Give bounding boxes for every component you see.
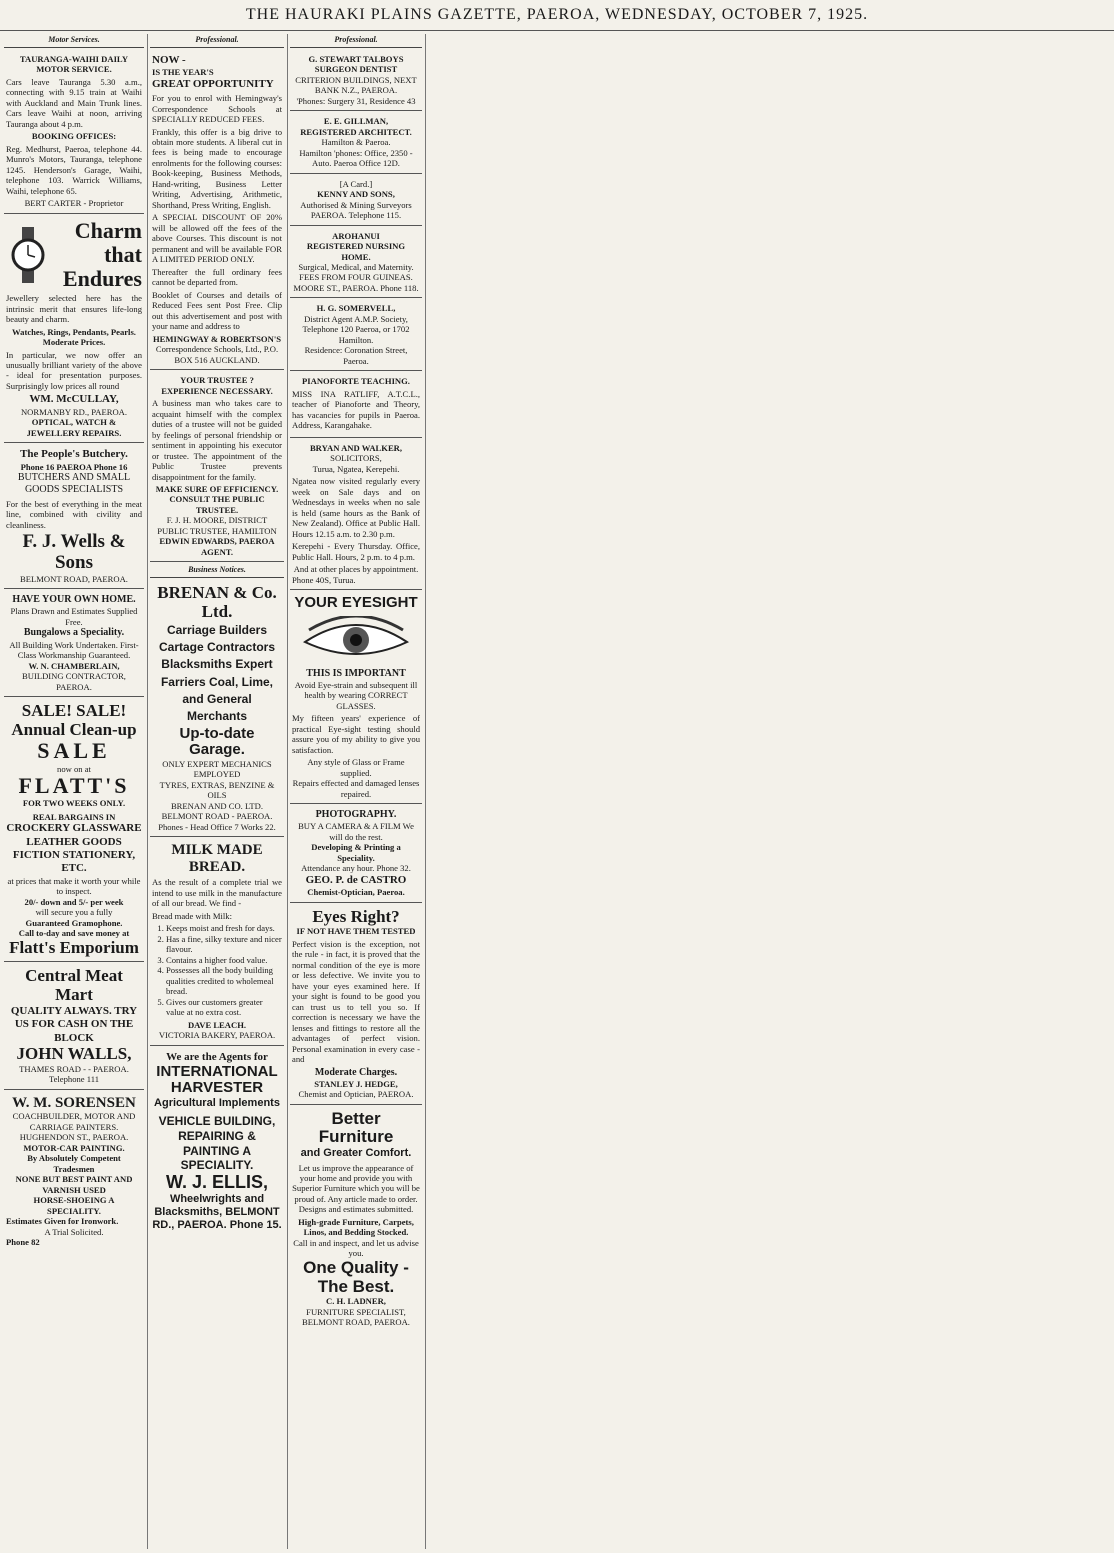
column-professional-2 (290, 34, 422, 1549)
ad-tagline: SOLICITORS, (330, 453, 382, 464)
ad-business-name: GEO. P. de CASTRO (305, 873, 407, 886)
ad-pianoforte (290, 373, 422, 437)
ad-text: NONE BUT BEST PAINT AND VARNISH USED (15, 1174, 133, 1195)
ad-builder (4, 591, 144, 697)
ad-flatts-sale (4, 699, 144, 962)
wristwatch-icon (6, 227, 50, 283)
ad-text: TYRES, EXTRAS, BENZINE & OILS (159, 779, 275, 801)
ad-text: Plans Drawn and Estimates Supplied Free. (10, 606, 138, 627)
ad-tagline: Chemist and Optician, PAEROA. (298, 1089, 414, 1100)
ad-business-name: Flatt's Emporium (9, 937, 139, 957)
ad-text: Surgical, Medical, and Maternity. FEES FROM FOUR GUINEAS. MOORE ST., PAEROA. Phone 118. (293, 261, 419, 293)
ad-central-meat (4, 964, 144, 1089)
ad-text: HORSE-SHOEING A SPECIALITY. (33, 1195, 115, 1216)
ad-text: COACHBUILDER, MOTOR AND CARRIAGE PAINTERS. HUGHENDON ST., PAEROA. (12, 1111, 136, 1143)
list-item: 2. Has a fine, silky texture and nicer flavour. (166, 934, 282, 955)
ad-headline: Charm (74, 217, 142, 243)
ad-business-name: C. H. LADNER, (326, 1296, 386, 1307)
column-professional-1 (150, 34, 284, 1549)
ad-text: Estimates Given for Ironwork. (6, 1216, 119, 1227)
ad-text: Booklet of Courses and details of Reduced Fees sent Post Free. Clip out this advertisement and post with your name and address to (152, 289, 282, 332)
ad-business-name: AROHANUI (332, 230, 380, 241)
eye-icon (301, 616, 411, 664)
ad-title: TAURANGA-WAIHI DAILY MOTOR SERVICE. (19, 53, 129, 75)
ad-items: Watches, Rings, Pendants, Pearls. Moderate Prices. (12, 326, 136, 348)
ad-subheading: IF NOT HAVE THEM TESTED (296, 926, 416, 937)
ad-tagline: BUTCHERS AND SMALL GOODS SPECIALISTS (17, 472, 131, 496)
ad-text: A Trial Solicited. (44, 1226, 104, 1237)
milk-benefits-list (166, 923, 282, 1017)
ad-photography (290, 806, 422, 903)
ad-text: at prices that make it worth your while to inspect. (7, 875, 141, 897)
ad-kenny (290, 176, 422, 226)
ad-headline: Better Furniture (318, 1108, 394, 1147)
ad-business-name: INTERNATIONAL HARVESTER (156, 1062, 278, 1097)
ad-subheading: REAL BARGAINS IN (32, 811, 116, 822)
ad-address: NORMANBY RD., PAEROA. (20, 406, 128, 417)
column-rule (425, 34, 426, 1549)
ad-phone: Phone 16 PAEROA Phone 16 (20, 461, 128, 472)
ad-headline: EXPERIENCE NECESSARY. (161, 385, 273, 396)
ad-business-name: The People's Butchery. (20, 448, 128, 461)
ad-headline: IS THE YEAR'S (152, 67, 214, 78)
ad-headline: PIANOFORTE TEACHING. (302, 376, 410, 387)
ad-headline: HAVE YOUR OWN HOME. (12, 594, 136, 606)
ad-headline: YOUR EYESIGHT (294, 594, 418, 612)
ad-text: Cars leave Tauranga 5.30 a.m., connecting with 9.15 train at Waihi with Auckland and Main Trunk lines. Cars leave Waihi at noon, arriving Tauranga about 4 p.m. (6, 76, 142, 129)
ad-phone: 'Phones: Surgery 31, Residence 43 (296, 95, 416, 106)
ad-headline: and Greater Comfort. (300, 1147, 412, 1160)
column-rule (287, 34, 288, 1549)
ad-business-name: STANLEY J. HEDGE, (314, 1078, 398, 1089)
ad-business-name: W. N. CHAMBERLAIN, (28, 660, 120, 671)
ad-address: Hamilton & Paeroa. (321, 137, 391, 148)
ad-items: CROCKERY GLASSWARE LEATHER GOODS FICTION STATIONERY, ETC. (6, 822, 142, 875)
ad-text: will secure you a fully (35, 907, 113, 918)
ad-text: ONLY EXPERT MECHANICS EMPLOYED (162, 758, 272, 780)
ad-headline: NOW - (152, 53, 186, 66)
ad-business-name: W. M. SORENSEN (12, 1094, 136, 1111)
column-header: Business Notices. (150, 564, 284, 578)
ad-headline: Eyes Right? (312, 906, 400, 926)
ad-text: Avoid Eye-strain and subsequent ill health by wearing CORRECT GLASSES. (294, 679, 418, 711)
ad-tauranga-motor (4, 51, 144, 214)
ad-address: THAMES ROAD - - PAEROA. Telephone 111 (19, 1063, 129, 1085)
ad-text: High-grade Furniture, Carpets, Linos, and Bedding Stocked. (298, 1216, 414, 1238)
ad-address: Correspondence Schools, Ltd., P.O. BOX 516 AUCKLAND. (155, 344, 279, 365)
ad-address: FURNITURE SPECIALIST, BELMONT ROAD, PAEROA. (302, 1306, 410, 1328)
column-header: Professional. (150, 34, 284, 48)
ad-phone: Phone 82 (6, 1237, 40, 1248)
column-motor-services (4, 34, 144, 1549)
ad-phone: Phones - Head Office 7 Works 22. (158, 821, 276, 832)
list-item: 4. Possesses all the body building qualities credited to wholemeal bread. (166, 965, 282, 996)
ad-business-name: F. J. Wells & Sons (22, 531, 126, 573)
ad-subheading: CONSULT THE PUBLIC TRUSTEE. (169, 494, 265, 515)
ad-text: now on at (57, 763, 91, 774)
ad-eyes-right (290, 905, 422, 1105)
ad-text: Developing & Printing a Speciality. (311, 842, 401, 863)
ad-headline: SALE (37, 738, 111, 764)
ad-text: Authorised & Mining Surveyors PAEROA. Telephone 115. (300, 199, 412, 221)
ad-jewellery (4, 216, 144, 444)
ad-text: Jewellery selected here has the intrinsic merit that ensures life-long beauty and charm. (6, 293, 142, 325)
ad-business-name: G. STEWART TALBOYS SURGEON DENTIST (308, 53, 404, 75)
ad-text: Guaranteed Gramophone. (25, 917, 123, 928)
ad-text: Wheelwrights and Blacksmiths, BELMONT RD., PAEROA. Phone 15. (152, 1192, 282, 1232)
ad-text: A business man who takes care to acquaint himself with the complex duties of a trustee will not be guided by feelings of personal friendship or sentiment in appointing his executor or trustee. The appointment of the Public Trustee prevents disappointment for the family. (152, 398, 282, 482)
ad-tagline: FOR TWO WEEKS ONLY. (22, 798, 126, 809)
masthead: THE HAURAKI PLAINS GAZETTE, PAEROA, WEDNESDAY, OCTOBER 7, 1925. (0, 0, 1114, 31)
ad-headline: Up-to-date Garage. (179, 724, 255, 759)
ad-text: Thereafter the full ordinary fees cannot be departed from. (152, 266, 282, 288)
ad-text: As the result of a complete trial we intend to use milk in the manufacture of all our bread. We find - (152, 877, 282, 909)
ad-text: District Agent A.M.P. Society, Telephone 120 Paeroa, or 1702 Hamilton. (302, 313, 410, 345)
list-item: 1. Keeps moist and fresh for days. (166, 923, 282, 933)
ad-subheading: Agricultural Implements (154, 1096, 280, 1109)
ad-business-name: BRENAN & Co. Ltd. (157, 583, 277, 621)
ad-text: By Absolutely Competent Tradesmen (27, 1153, 121, 1174)
ad-hemingway (150, 51, 284, 370)
ad-tagline: Chemist-Optician, Paeroa. (307, 887, 405, 898)
ad-address: VICTORIA BAKERY, PAEROA. (158, 1030, 276, 1041)
ad-business-name: KENNY AND SONS, (317, 189, 395, 200)
ad-tagline: VEHICLE BUILDING, REPAIRING & PAINTING A SPECIALITY. (158, 1114, 276, 1173)
ad-business-name: BRENAN AND CO. LTD. (170, 800, 264, 811)
ad-address: CRITERION BUILDINGS, NEXT BANK N.Z., PAEROA. (295, 74, 417, 96)
ad-text: Call in and inspect, and let us advise you. (293, 1237, 419, 1259)
ad-items: Carriage Builders Cartage Contractors Blacksmiths Expert Farriers Coal, Lime, and General Merchants (158, 622, 276, 724)
ad-address: BELMONT ROAD, PAEROA. (20, 573, 128, 584)
ad-harvester (150, 1048, 284, 1237)
ad-tagline: Moderate Charges. (314, 1066, 398, 1078)
ad-business-name: W. J. ELLIS, (165, 1171, 268, 1192)
ad-bryan-walker (290, 440, 422, 590)
ad-text: All Building Work Undertaken. First-Class Workmanship Guaranteed. (9, 639, 139, 661)
ad-brenan (150, 581, 284, 837)
ad-phone: Phone 40S, Turua. (292, 574, 356, 585)
ad-business-name: DAVE LEACH. (187, 1019, 247, 1030)
ad-headline: MILK MADE BREAD. (171, 842, 263, 875)
ad-business-name: BRYAN AND WALKER, (309, 442, 403, 453)
ad-address: Turua, Ngatea, Kerepehi. (312, 463, 400, 474)
column-header: Motor Services. (4, 34, 144, 48)
ad-text: [A Card.] (339, 178, 373, 189)
ad-subheading: MOTOR-CAR PAINTING. (23, 1142, 125, 1153)
ad-text: Call to-day and save money at (18, 928, 130, 939)
ad-text: In particular, we now offer an unusually brilliant variety of the above - ideal for presentation purposes. Surprisingly low prices all round (6, 349, 142, 391)
ad-gillman (290, 113, 422, 173)
column-rule (147, 34, 148, 1549)
ad-text: My fifteen years' experience of practical Eye-sight testing should assure you of my ability to give you satisfaction. (292, 713, 420, 755)
ad-tagline: QUALITY ALWAYS. TRY US FOR CASH ON THE BLOCK (10, 1004, 138, 1044)
ad-public-trustee (150, 372, 284, 562)
ad-proprietor: BERT CARTER - Proprietor (24, 198, 124, 209)
ad-tagline: BUILDING CONTRACTOR, PAEROA. (22, 671, 126, 692)
ad-butchery (4, 445, 144, 589)
ad-headline: THIS IS IMPORTANT (306, 667, 406, 679)
ad-eyesight (290, 592, 422, 804)
ad-headline: SALE! SALE! (21, 701, 127, 721)
column-header: Professional. (290, 34, 422, 48)
ad-tagline: One Quality - The Best. (303, 1257, 409, 1296)
ad-text: Ngatea now visited regularly every week on Sale days and on Wednesdays in weeks when no sale is held (same hours as the Bank of New Zealand). Office at Public Hall. Hours 12.15 a.m. to 2.30 p.m. (292, 476, 420, 539)
ad-address: Residence: Coronation Street, Paeroa. (304, 345, 408, 366)
ad-talboys (290, 51, 422, 111)
ad-milk-bread (150, 839, 284, 1045)
ad-text: F. J. H. MOORE, DISTRICT PUBLIC TRUSTEE, HAMILTON (157, 515, 277, 536)
ad-text: Kerepehi - Every Thursday. Office, Public Hall. Hours, 2 p.m. to 4 p.m. (292, 541, 420, 562)
ad-business-name: E. E. GILLMAN, (323, 116, 389, 127)
ad-business-name: FLATT'S (18, 773, 130, 799)
ad-text: EDWIN EDWARDS, PAEROA AGENT. (159, 536, 275, 557)
ad-phone: Hamilton 'phones: Office, 2350 - Auto. Paeroa Office 12D. (299, 147, 413, 169)
ad-text: We are the Agents for (166, 1050, 268, 1063)
ad-somervell (290, 300, 422, 371)
ad-arohanui (290, 228, 422, 299)
ad-ladner (290, 1107, 422, 1332)
ad-text: Repairs effected and damaged lenses repaired. (292, 778, 420, 799)
ad-address: BELMONT ROAD - PAEROA. (161, 811, 273, 822)
ad-business-name: WM. McCULLAY, (29, 393, 119, 406)
ad-text: 20/- down and 5/- per week (24, 896, 124, 907)
ad-business-name: Central Meat Mart (25, 966, 123, 1005)
list-item: 3. Contains a higher food value. (166, 955, 282, 965)
ad-subheading: MAKE SURE OF EFFICIENCY. (155, 484, 279, 494)
ad-text: Reg. Medhurst, Paeroa, telephone 44. Munro's Motors, Tauranga, telephone 1245. Henderson's Garage, Waihi, telephone 103. Warrick Williams, Waihi, telephone 65. (6, 143, 142, 196)
ad-text: A SPECIAL DISCOUNT OF 20% will be allowed off the fees of the above Courses. This discount is not permanent and will be available FOR A LIMITED PERIOD ONLY. (152, 212, 282, 265)
ad-tagline: OPTICAL, WATCH & JEWELLERY REPAIRS. (26, 417, 122, 438)
ad-headline: that (104, 241, 142, 267)
ad-text: Perfect vision is the exception, not the rule - in fact, it is proved that the normal condition of the eye is more or less defective. We invite you to have your eyes examined here. If your sight is found to be good you can trust us to tell you so. If correction is necessary we have the lenses and fittings to restore all the advantages of perfect vision. Personal examination in every case - and (292, 938, 420, 1065)
ad-text: And at other places by appointment. (293, 564, 419, 575)
ad-text: For you to enrol with Hemingway's Correspondence Schools at SPECIALLY REDUCED FEES. (152, 93, 282, 125)
ad-headline: Annual Clean-up (11, 719, 137, 739)
list-item: 5. Gives our customers greater value at no extra cost. (166, 997, 282, 1018)
ad-text: Frankly, this offer is a big drive to obtain more students. A liberal cut in fees is being made to encourage enrolments for the following courses: Book-keeping, Business Methods, Hand-writing, Business Letter Writing, Advertising, Arithmetic, Shorthand, Press Writing, English. (152, 126, 282, 210)
ad-business-name: HEMINGWAY & ROBERTSON'S (153, 333, 281, 344)
ad-business-name: H. G. SOMERVELL, (316, 303, 396, 314)
ad-business-name: JOHN WALLS, (16, 1044, 132, 1064)
ad-text: For the best of everything in the meat line, combined with civility and cleanliness. (6, 498, 142, 530)
ad-text: BUY A CAMERA & A FILM We will do the rest. (298, 821, 414, 842)
ad-text: Let us improve the appearance of your home and provide you with Superior Furniture which you will be proud of. Any article made to order. Designs and estimates submitted. (292, 1162, 420, 1215)
ad-headline: YOUR TRUSTEE ? (180, 375, 254, 386)
ad-headline: PHOTOGRAPHY. (315, 809, 397, 821)
ad-text: Bread made with Milk: (152, 910, 232, 921)
ad-headline: GREAT OPPORTUNITY (152, 77, 274, 90)
ad-headline: Endures (62, 265, 142, 291)
ad-text: Any style of Glass or Frame supplied. (307, 757, 405, 778)
ad-tagline: REGISTERED NURSING HOME. (306, 241, 406, 262)
ad-text: MISS INA RATLIFF, A.T.C.L., teacher of Pianoforte and Theory, has vacancies for pupils in Paeroa. Address, Karangahake. (292, 388, 420, 431)
ad-tagline: REGISTERED ARCHITECT. (300, 126, 412, 137)
ad-headline: Bungalows a Speciality. (23, 627, 125, 639)
ad-sorensen (4, 1092, 144, 1252)
ad-subheading: BOOKING OFFICES: (31, 131, 117, 142)
ad-text: Attendance any hour. Phone 32. (301, 863, 411, 874)
